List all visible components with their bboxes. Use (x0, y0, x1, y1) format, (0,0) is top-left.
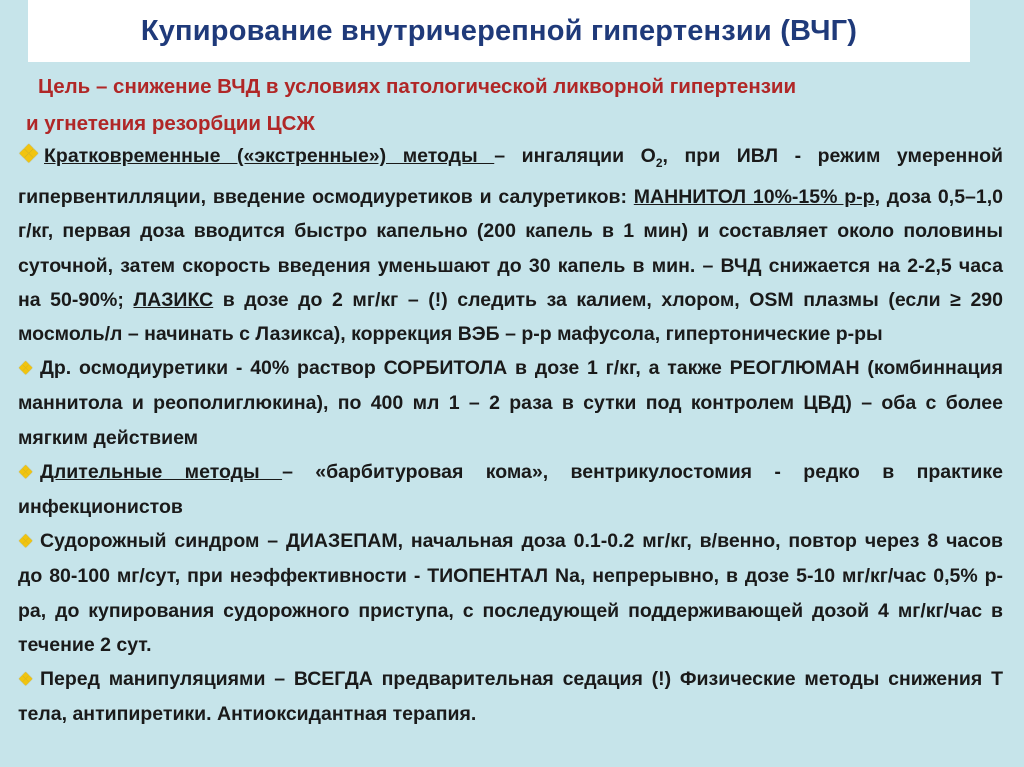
text: , при ИВЛ - режим умеренной гипервентилляции, введение осмодиуретиков и салуретиков: (18, 145, 1003, 209)
subscript: 2 (655, 155, 663, 170)
goal-line-2: и угнетения резорбции ЦСЖ (26, 112, 315, 135)
diamond-bullet-icon: ❖ (18, 669, 34, 689)
text: – «барбитуровая кома», вентрикулостомия - редко в практике инфекционистов (18, 460, 1004, 518)
diamond-bullet-icon: ❖ (18, 141, 40, 168)
diamond-bullet-icon: ❖ (18, 359, 34, 379)
mannitol-label: МАННИТОЛ 10%-15% р-р (633, 186, 875, 209)
goal-line-1: Цель – снижение ВЧД в условиях патологической ликворной гипертензии (38, 75, 797, 98)
lasix-label: ЛАЗИКС (133, 288, 214, 311)
goal-statement (26, 68, 996, 142)
text: , доза 0,5–1,0 г/кг, первая доза вводится быстро капельно (200 капель в 1 мин) и составляет около половины суточной, затем скорость введения уменьшают до 30 капель в мин. – ВЧД снижается на 2-2,5 часа на 50-90%; (18, 186, 1003, 311)
text: Судорожный синдром – ДИАЗЕПАМ, начальная доза 0.1-0.2 мг/кг, в/венно, повтор через 8 часов до 80-100 мг/сут, при неэффективности - ТИОПЕНТАЛ Na, непрерывно, в дозе 5-10 мг/кг/час 0,5% р-ра, до купирования судорожного приступа, с последующей поддерживающей дозой 4 мг/кг/час в течение 2 сут. (18, 530, 1003, 656)
title-box (28, 0, 970, 62)
text: Др. осмодиуретики - 40% раствор СОРБИТОЛА в дозе 1 г/кг, а также РЕОГЛЮМАН (комбиннация маннитола и реополиглюкина), по 400 мл 1 – 2 раза в сутки под контролем ЦВД) – оба с более мягким действием (18, 357, 1003, 449)
diamond-bullet-icon: ❖ (18, 462, 34, 482)
paragraph-other-diuretics (18, 351, 1003, 455)
text: Перед манипуляциями – ВСЕГДА предварительная седация (!) Физические методы снижения Т тела, антипиретики. Антиоксидантная терапия. (18, 667, 1003, 726)
paragraph-short-term-methods (18, 138, 1003, 351)
slide-title: Купирование внутричерепной гипертензии (ВЧГ) (140, 14, 858, 47)
text: в дозе до 2 мг/кг – (!) следить за калием, хлором, OSM плазмы (если ≥ 290 мосмоль/л – начинать с Лазикса), коррекция ВЭБ – р-р мафусола, гипертонические р-ры (18, 288, 1003, 345)
paragraph-seizure-syndrome (18, 524, 1003, 662)
content-body (18, 138, 1003, 731)
long-term-methods-heading: Длительные методы (40, 460, 283, 483)
paragraph-long-term-methods (18, 455, 1003, 524)
paragraph-before-manipulations (18, 662, 1003, 731)
text: – ингаляции О (494, 145, 656, 167)
diamond-bullet-icon: ❖ (18, 532, 34, 552)
short-term-methods-heading: Кратковременные («экстренные») методы (44, 145, 495, 167)
